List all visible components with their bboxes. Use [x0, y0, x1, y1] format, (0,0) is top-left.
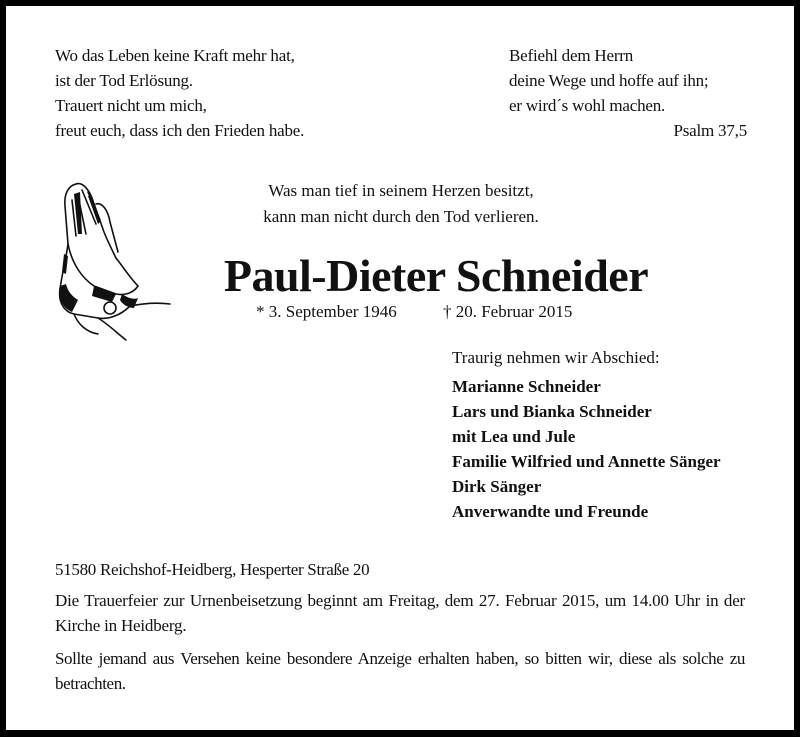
- verse-line: Befiehl dem Herrn: [509, 46, 634, 65]
- motto-line: kann man nicht durch den Tod verlieren.: [263, 207, 539, 226]
- poem-line: freut euch, dass ich den Frieden habe.: [55, 121, 305, 140]
- poem-line: Wo das Leben keine Kraft mehr hat,: [55, 46, 295, 65]
- mourners-intro: Traurig nehmen wir Abschied:: [452, 348, 660, 367]
- poem-line: ist der Tod Erlösung.: [55, 71, 193, 90]
- mourner-name: Lars und Bianka Schneider: [452, 402, 652, 421]
- notice-note: Sollte jemand aus Versehen keine besondere Anzeige erhalten haben, so bitten wir, diese als solche zu betrachten.: [55, 649, 745, 693]
- mourner-name: Familie Wilfried und Annette Sänger: [452, 452, 721, 471]
- bible-verse: [509, 43, 747, 143]
- mourner-name: Marianne Schneider: [452, 377, 601, 396]
- mourners-list: [452, 374, 721, 524]
- poem-left: [55, 43, 304, 143]
- motto-line: Was man tief in seinem Herzen besitzt,: [268, 181, 534, 200]
- address: 51580 Reichshof-Heidberg, Hesperter Straße 20: [55, 560, 370, 579]
- life-dates: [256, 301, 572, 323]
- death-date: † 20. Februar 2015: [442, 302, 573, 321]
- birth-date: * 3. September 1946: [256, 302, 397, 321]
- poem-line: Trauert nicht um mich,: [55, 96, 207, 115]
- motto: [186, 178, 616, 230]
- mourner-name: Dirk Sänger: [452, 477, 542, 496]
- verse-reference: Psalm 37,5: [673, 121, 747, 140]
- ceremony-info: Die Trauerfeier zur Urnenbeisetzung beginnt am Freitag, dem 27. Februar 2015, um 14.00 Uhr in der Kirche in Heidberg.: [55, 591, 745, 635]
- mourner-name: Anverwandte und Freunde: [452, 502, 649, 521]
- verse-line: er wird´s wohl machen.: [509, 96, 666, 115]
- obituary-notice: [6, 6, 794, 730]
- mourner-name: mit Lea und Jule: [452, 427, 576, 446]
- verse-line: deine Wege und hoffe auf ihn;: [509, 71, 709, 90]
- deceased-name: Paul-Dieter Schneider: [223, 250, 649, 301]
